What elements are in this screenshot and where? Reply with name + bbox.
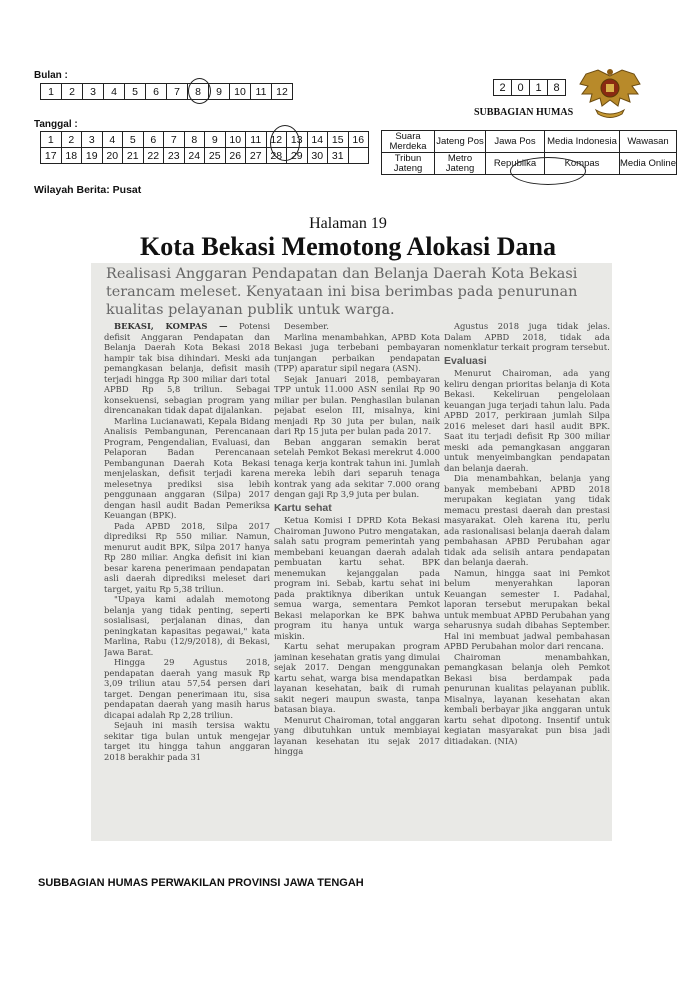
article-paragraph: Kartu sehat merupakan program jaminan kesehatan gratis yang dimulai sejak 2017. Dengan menggunakan kartu sehat, warga bisa mendapatkan layanan kesehatan, baik di rumah sakit negeri maupun swasta, tanpa batasan biaya. [274, 641, 440, 714]
date-cell: 1 [41, 132, 62, 148]
page-number: Halaman 19 [309, 215, 387, 232]
footer-label: SUBBAGIAN HUMAS PERWAKILAN PROVINSI JAWA TENGAH [38, 877, 364, 889]
media-cell: Kompas [545, 153, 620, 175]
media-cell: Media Indonesia [545, 131, 620, 153]
article-paragraph: Desember. [284, 321, 329, 331]
article-column-2 [274, 321, 440, 841]
month-cell: 10 [230, 84, 251, 100]
month-cell: 12 [272, 84, 293, 100]
article-paragraph: Pada APBD 2018, Silpa 2017 diprediksi Rp 550 miliar. Namun, menurut audit BPK, Silpa 2017 hanya Rp 280 miliar. Angka defisit ini kian besar karena penerimaan pendapatan asli daerah diprediksi meleset dari target, yaitu Rp 5,38 triliun. [104, 520, 270, 594]
media-cell: Wawasan [620, 131, 677, 153]
month-cell: 3 [83, 84, 104, 100]
subhead-kartu-sehat: Kartu sehat [274, 501, 332, 514]
date-cell: 7 [164, 132, 185, 148]
month-cell: 1 [41, 84, 62, 100]
year-digit-cell: 2 [494, 80, 512, 96]
dateline: BEKASI, KOMPAS — [114, 321, 228, 331]
date-grid [40, 131, 369, 164]
date-cell [348, 148, 369, 164]
date-cell: 27 [246, 148, 267, 164]
date-cell: 23 [164, 148, 185, 164]
article-paragraph: Sejauh ini masih tersisa waktu sekitar tiga bulan untuk mengejar target itu hingga tahun anggaran 2018 berakhir pada 31 [104, 720, 270, 762]
date-cell: 21 [123, 148, 144, 164]
article-paragraph: Dia menambahkan, belanja yang banyak membebani APBD 2018 merupakan kegiatan yang tidak memacu prestasi daerah dan prestasi masyarakat. Oleh karena itu, perlu ada rasionalisasi belanja daerah dalam pembahasan APBD Perubahan agar tidak ada selisih antara pendapatan dan belanja daerah. [444, 473, 610, 567]
month-cell: 2 [62, 84, 83, 100]
wilayah-label: Wilayah Berita: Pusat [34, 184, 142, 196]
month-grid [40, 83, 293, 100]
deck: Realisasi Anggaran Pendapatan dan Belanja Daerah Kota Bekasi terancam meleset. Kenyataan ini bisa berimbas pada penurunan kualitas pelayanan publik untuk warga. [106, 266, 578, 318]
date-cell: 28 [266, 148, 287, 164]
year-digit-cell: 8 [548, 80, 566, 96]
year-digit-cell: 0 [512, 80, 530, 96]
month-cell: 7 [167, 84, 188, 100]
date-cell: 17 [41, 148, 62, 164]
date-cell: 5 [123, 132, 144, 148]
media-cell: Tribun Jateng [382, 153, 435, 175]
article-paragraph: Beban anggaran semakin berat setelah Pemkot Bekasi merekrut 4.000 tenaga kerja kontrak tahun ini. Jumlah mereka lebih dari separuh tenaga kontrak yang ada sekitar 7.000 orang dengan gaji Rp 3,9 juta per bulan. [274, 436, 440, 499]
selected-date-circle [270, 125, 300, 161]
media-cell: Republika [486, 153, 545, 175]
article-column-3 [444, 321, 610, 841]
date-cell: 22 [143, 148, 164, 164]
date-cell: 30 [307, 148, 328, 164]
article-paragraph: Hingga 29 Agustus 2018, pendapatan daerah yang masuk Rp 3,09 triliun atau 57,54 persen dari target. Dengan penerimaan itu, sisa pendapatan daerah yang masih harus dicapai adalah Rp 2,28 triliun. [104, 657, 270, 720]
date-cell: 16 [348, 132, 369, 148]
date-cell: 6 [143, 132, 164, 148]
article-paragraph: Chairoman menambahkan, pemangkasan belanja oleh Pemkot Bekasi bisa berdampak pada penurunan kualitas pelayanan publik. Misalnya, layanan kesehatan akan kembali berbayar jika anggaran untuk kartu sehat dipotong. Insentif untuk kegiatan masyarakat pun bisa jadi ditiadakan. (NIA) [444, 651, 610, 746]
tanggal-label: Tanggal : [34, 119, 78, 130]
date-cell: 29 [287, 148, 308, 164]
article-paragraph: Marlina menambahkan, APBD Kota Bekasi juga terbebani pembayaran tunjangan perbaikan pendapatan (TPP) aparatur sipil negara (ASN). [274, 331, 440, 373]
date-cell: 25 [205, 148, 226, 164]
date-cell: 10 [225, 132, 246, 148]
article-paragraph: Agustus 2018 juga tidak jelas. Dalam APBD 2018, tidak ada nomenklatur terkait program tersebut. [444, 321, 610, 352]
article-paragraph: Menurut Chairoman, total anggaran yang dibutuhkan untuk membiayai layanan kesehatan itu sejak 2017 hingga [274, 714, 440, 756]
date-cell: 24 [184, 148, 205, 164]
date-cell: 11 [246, 132, 267, 148]
article-paragraph: Sejak Januari 2018, pembayaran TPP untuk 11.000 ASN senilai Rp 90 miliar per bulan. Penghasilan bulanan pejabat eselon III, misalnya, kini menjadi Rp 30 juta per bulan, naik dari Rp 15 juta per bulan pada 2017. [274, 373, 440, 436]
selected-media-circle [510, 157, 586, 185]
date-cell: 18 [61, 148, 82, 164]
month-cell: 4 [104, 84, 125, 100]
article-paragraph: Namun, hingga saat ini Pemkot belum menyerahkan laporan Keuangan semester I. Padahal, laporan tersebut merupakan bekal untuk membuat APBD Perubahan yang seharusnya sudah dibahas September. Hal ini membuat jadwal pembahasan APBD Perubahan molor dari rencana. [444, 567, 610, 651]
date-cell: 26 [225, 148, 246, 164]
bulan-label: Bulan : [34, 70, 68, 81]
media-cell: Suara Merdeka [382, 131, 435, 153]
media-cell: Metro Jateng [435, 153, 486, 175]
date-cell: 15 [328, 132, 349, 148]
article-paragraph: Menurut Chairoman, ada yang keliru dengan prioritas belanja di Kota Bekasi. Kekeliruan pengelolaan keuangan juga terjadi tahun lalu. Pada APBD 2017, perkiraan jumlah Silpa 2016 meleset dari hasil audit BPK. Saat itu terjadi defisit Rp 300 miliar meski ada pemangkasan anggaran untuk menyeimbangkan pendapatan dan belanja daerah. [444, 368, 610, 473]
month-cell: 8 [188, 84, 209, 100]
article-paragraph: Marlina Lucianawati, Kepala Bidang Analisis Pembangunan, Perencanaan Program, Pengendalian, Evaluasi, dan Pelaporan Badan Perencanaan Pembangunan Daerah Kota Bekasi menjelaskan, defisit terjadi karena melesetnya prediksi sisa lebih penggunaan anggaran (Silpa) 2017 dengan hasil audit Badan Pemeriksa Keuangan (BPK). [104, 415, 270, 520]
date-cell: 14 [307, 132, 328, 148]
date-cell: 4 [102, 132, 123, 148]
date-cell: 2 [61, 132, 82, 148]
date-cell: 9 [205, 132, 226, 148]
garuda-emblem-icon [578, 66, 642, 122]
year-digit-cell: 1 [530, 80, 548, 96]
article-paragraph: "Upaya kami adalah memotong belanja yang tidak penting, seperti sosialisasi, perjalanan dinas, dan peningkatan kapasitas pegawai," kata Marlina, Rabu (12/9/2018), di Bekasi, Jawa Barat. [104, 594, 270, 657]
selected-month-circle [188, 78, 211, 104]
month-cell: 9 [209, 84, 230, 100]
date-cell: 19 [82, 148, 103, 164]
subhead-evaluasi: Evaluasi [444, 354, 487, 367]
article-paragraph: Ketua Komisi I DPRD Kota Bekasi Chairoman Juwono Putro mengatakan, salah satu program pemerintah yang membebani keuangan daerah adalah pembuatan kartu sehat. BPK menemukan kejanggalan pada program ini. Sebab, kartu sehat ini pada praktiknya diberikan untuk semua warga, sementara Pemkot Bekasi melaporkan ke BPK bahwa program itu hanya untuk warga miskin. [274, 515, 440, 641]
date-cell: 20 [102, 148, 123, 164]
media-cell: Jateng Pos [435, 131, 486, 153]
date-cell: 12 [266, 132, 287, 148]
headline: Kota Bekasi Memotong Alokasi Dana [139, 232, 557, 261]
article-paragraph: Potensi defisit Anggaran Pendapatan dan Belanja Daerah Kota Bekasi 2018 hampir tak bisa dihindari. Meski ada pemangkasan belanja, defisit masih terjadi hingga Rp 300 miliar dari total APBD Rp 5,8 triliun. Sebagai konsekuensi, sebagian program yang direncanakan tidak dapat dijalankan. [104, 321, 270, 415]
media-cell: Jawa Pos [486, 131, 545, 153]
month-cell: 11 [251, 84, 272, 100]
media-cell: Media Online [620, 153, 677, 175]
date-cell: 8 [184, 132, 205, 148]
month-cell: 5 [125, 84, 146, 100]
month-cell: 6 [146, 84, 167, 100]
date-cell: 13 [287, 132, 308, 148]
year-grid [493, 79, 566, 96]
article-column-1 [104, 321, 270, 841]
date-cell: 31 [328, 148, 349, 164]
date-cell: 3 [82, 132, 103, 148]
department-label: SUBBAGIAN HUMAS [474, 107, 574, 118]
